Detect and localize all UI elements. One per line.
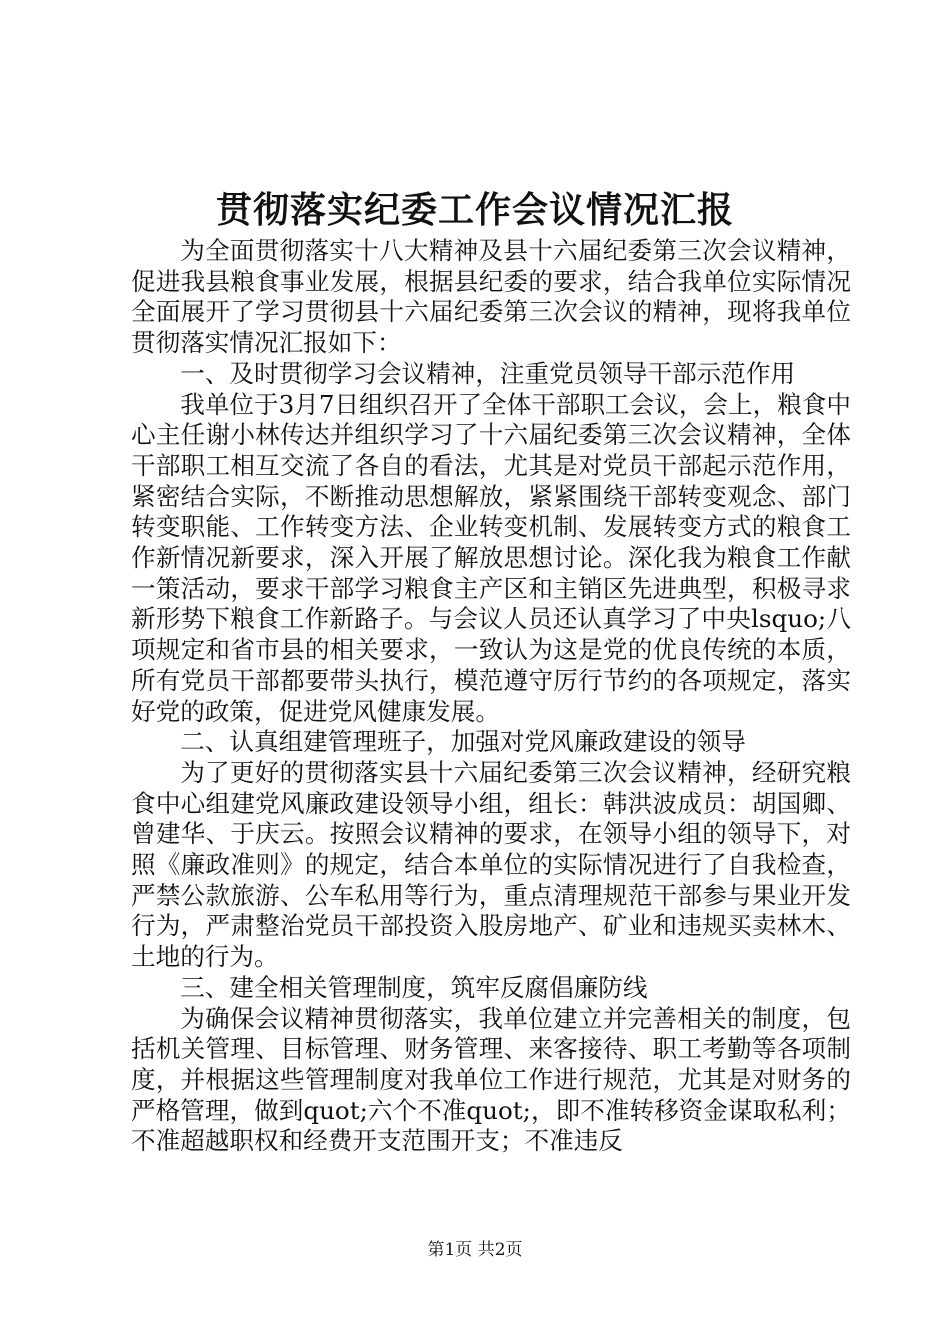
section-heading-2: 二、认真组建管理班子，加强对党风廉政建设的领导 — [180, 727, 746, 757]
document-title: 贯彻落实纪委工作会议情况汇报 — [215, 189, 734, 231]
section-heading-3: 三、建全相关管理制度，筑牢反腐倡廉防线 — [180, 972, 648, 1002]
document-body — [131, 236, 851, 1157]
section-1-paragraph: 我单位于3月7日组织召开了全体干部职工会议，会上，粮食中心主任谢小林传达并组织学习了十六届纪委第三次会议精神，全体干部职工相互交流了各自的看法，尤其是对党员干部起示范作用，紧密结合实际，不断推动思想解放，紧紧围绕干部转变观念、部门转变职能、工作转变方法、企业转变机制、发展转变方式的粮食工作新情况新要求，深入开展了解放思想讨论。深化我为粮食工作献一策活动，要求干部学习粮食主产区和主销区先进典型，积极寻求新形势下粮食工作新路子。与会议人员还认真学习了中央lsquo;八项规定和省市县的相关要求，一致认为这是党的优良传统的本质，所有党员干部都要带头执行，模范遵守厉行节约的各项规定，落实好党的政策，促进党风健康发展。 — [131, 389, 851, 726]
section-3-paragraph: 为确保会议精神贯彻落实，我单位建立并完善相关的制度，包括机关管理、目标管理、财务管理、来客接待、职工考勤等各项制度，并根据这些管理制度对我单位工作进行规范，尤其是对财务的严格管理，做到quot;六个不准quot;，即不准转移资金谋取私利；不准超越职权和经费开支范围开支；不准违反 — [131, 1003, 851, 1156]
section-2-paragraph: 为了更好的贯彻落实县十六届纪委第三次会议精神，经研究粮食中心组建党风廉政建设领导小组，组长：韩洪波成员：胡国卿、曾建华、于庆云。按照会议精神的要求，在领导小组的领导下，对照《廉政准则》的规定，结合本单位的实际情况进行了自我检查，严禁公款旅游、公车私用等行为，重点清理规范干部参与果业开发行为，严肃整治党员干部投资入股房地产、矿业和违规买卖林木、土地的行为。 — [131, 757, 851, 972]
intro-paragraph: 为全面贯彻落实十八大精神及县十六届纪委第三次会议精神，促进我县粮食事业发展，根据县纪委的要求，结合我单位实际情况全面展开了学习贯彻县十六届纪委第三次会议的精神，现将我单位贯彻落实情况汇报如下： — [131, 236, 851, 358]
page-number-footer: 第1页 共2页 — [427, 1240, 523, 1260]
section-heading-1: 一、及时贯彻学习会议精神，注重党员领导干部示范作用 — [180, 358, 796, 388]
